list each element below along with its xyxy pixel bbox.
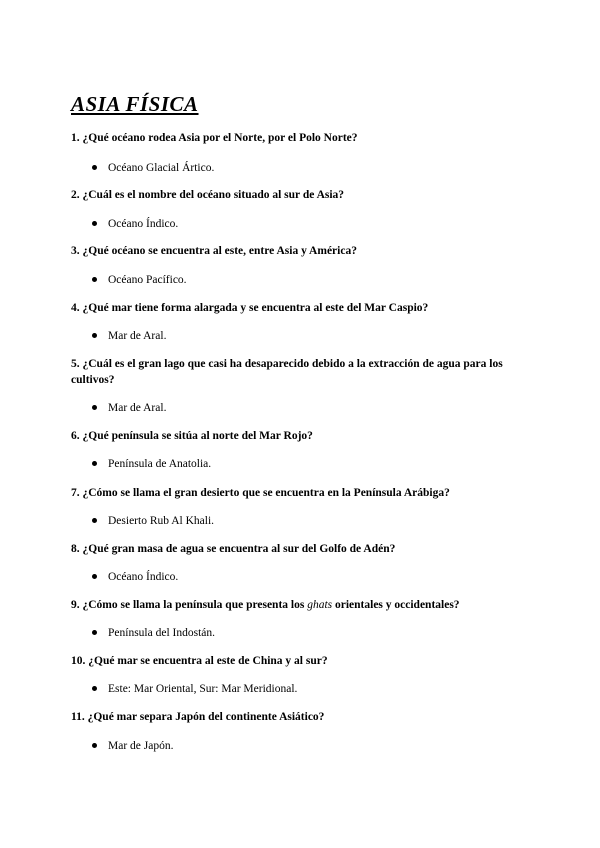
answer-4: [92, 328, 166, 344]
answer-3: [92, 272, 187, 288]
question-9-em: ghats: [307, 599, 333, 611]
answer-text: Este: Mar Oriental, Sur: Mar Meridional.: [108, 683, 298, 695]
answer-11: [92, 738, 173, 754]
question-9-post: orientales y occidentales?: [332, 599, 460, 611]
bullet-icon: [92, 518, 97, 523]
answer-text: Océano Índico.: [108, 218, 179, 230]
bullet-icon: [92, 333, 97, 338]
question-1: 1. ¿Qué océano rodea Asia por el Norte, por el Polo Norte?: [71, 132, 358, 144]
bullet-icon: [92, 686, 97, 691]
question-7: 7. ¿Cómo se llama el gran desierto que se encuentra en la Península Arábiga?: [71, 487, 450, 499]
bullet-icon: [92, 221, 97, 226]
bullet-icon: [92, 165, 97, 170]
bullet-icon: [92, 743, 97, 748]
question-11: 11. ¿Qué mar separa Japón del continente Asiático?: [71, 711, 325, 723]
answer-7: [92, 513, 214, 529]
answer-text: Mar de Aral.: [108, 330, 167, 342]
bullet-icon: [92, 574, 97, 579]
answer-text: Mar de Aral.: [108, 402, 167, 414]
answer-text: Península del Indostán.: [108, 627, 215, 639]
question-3: 3. ¿Qué océano se encuentra al este, entre Asia y América?: [71, 245, 357, 257]
answer-8: [92, 569, 178, 585]
question-6: 6. ¿Qué península se sitúa al norte del Mar Rojo?: [71, 430, 313, 442]
answer-5: [92, 400, 166, 416]
answer-text: Mar de Japón.: [108, 740, 174, 752]
question-8: 8. ¿Qué gran masa de agua se encuentra al sur del Golfo de Adén?: [71, 543, 396, 555]
question-5: 5. ¿Cuál es el gran lago que casi ha desaparecido debido a la extracción de agua para los cultivos?: [71, 358, 503, 386]
question-4: 4. ¿Qué mar tiene forma alargada y se encuentra al este del Mar Caspio?: [71, 302, 429, 314]
question-10: 10. ¿Qué mar se encuentra al este de China y al sur?: [71, 655, 328, 667]
answer-text: Península de Anatolia.: [108, 458, 212, 470]
bullet-icon: [92, 405, 97, 410]
answer-10: [92, 681, 297, 697]
answer-text: Océano Glacial Ártico.: [108, 162, 215, 174]
bullet-icon: [92, 277, 97, 282]
answer-1: [92, 160, 214, 176]
answer-text: Océano Pacífico.: [108, 274, 187, 286]
question-9-pre: 9. ¿Cómo se llama la península que presenta los: [71, 599, 308, 611]
answer-text: Desierto Rub Al Khali.: [108, 515, 215, 527]
bullet-icon: [92, 461, 97, 466]
answer-2: [92, 216, 178, 232]
answer-text: Océano Índico.: [108, 571, 179, 583]
question-9: [71, 597, 536, 613]
question-2: 2. ¿Cuál es el nombre del océano situado al sur de Asia?: [71, 189, 345, 201]
bullet-icon: [92, 630, 97, 635]
answer-9: [92, 625, 215, 641]
page-title: ASIA FÍSICA: [71, 92, 199, 116]
answer-6: [92, 456, 211, 472]
